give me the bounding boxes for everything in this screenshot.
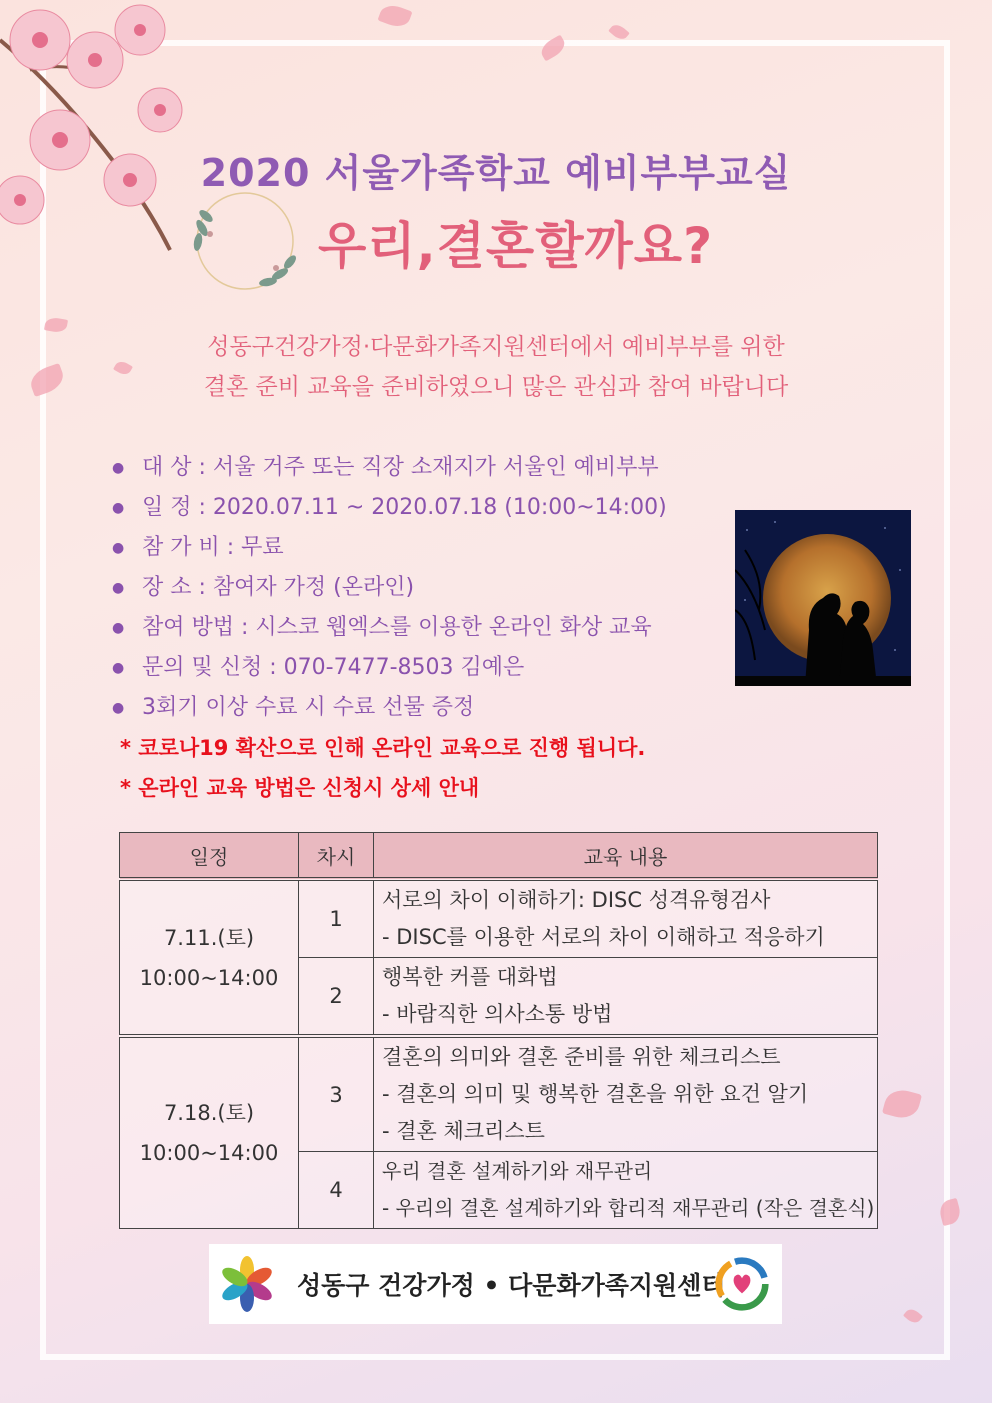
info-location: ●장 소 : 참여자 가정 (온라인): [112, 568, 752, 608]
main-headline: 우리,결혼할까요?: [318, 217, 714, 275]
info-method: ●참여 방법 : 시스코 웹엑스를 이용한 온라인 화상 교육: [112, 608, 752, 648]
cherry-blossom-decoration: [0, 0, 200, 260]
table-header-row: [120, 833, 878, 880]
info-contact: ●문의 및 신청 : 070-7477-8503 김예은: [112, 648, 752, 688]
column-header-content: 교육 내용: [374, 833, 878, 880]
intro-line-1: 성동구건강가정·다문화가족지원센터에서 예비부부를 위한: [207, 334, 785, 360]
column-header-session: 차시: [299, 833, 374, 880]
info-fee: ●참 가 비 : 무료: [112, 528, 752, 568]
event-info-list: [112, 448, 752, 808]
date-cell: 7.18.(토) 10:00~14:00: [120, 1036, 299, 1229]
session-content: 서로의 차이 이해하기: DISC 성격유형검사 - DISC를 이용한 서로의 차이 이해하고 적응하기: [374, 879, 878, 958]
footer-banner: [209, 1244, 782, 1324]
info-gift: ●3회기 이상 수료 시 수료 선물 증정: [112, 688, 752, 728]
table-row: [120, 1036, 878, 1152]
bullet-icon: [112, 608, 142, 648]
family-center-logo-icon: [714, 1256, 770, 1312]
date-cell: 7.11.(토) 10:00~14:00: [120, 879, 299, 1036]
pinwheel-logo-icon: [217, 1254, 277, 1314]
organization-name: 성동구 건강가정 • 다문화가족지원센터: [297, 1271, 726, 1300]
session-content: 우리 결혼 설계하기와 재무관리 - 우리의 결혼 설계하기와 합리적 재무관리 (작은 결혼식): [374, 1152, 878, 1229]
couple-moon-image: [735, 510, 911, 686]
bullet-icon: [112, 688, 142, 728]
info-schedule: ●일 정 : 2020.07.11 ~ 2020.07.18 (10:00~14:00): [112, 488, 752, 528]
session-number: 4: [299, 1152, 374, 1229]
schedule-table: [119, 832, 878, 1229]
session-content: 행복한 커플 대화법 - 바람직한 의사소통 방법: [374, 958, 878, 1037]
table-row: [120, 879, 878, 958]
bullet-icon: [112, 648, 142, 688]
petal: [377, 1, 412, 30]
bullet-icon: [112, 448, 142, 488]
online-method-notice: * 온라인 교육 방법은 신청시 상세 안내: [120, 776, 480, 800]
session-content: 결혼의 의미와 결혼 준비를 위한 체크리스트 - 결혼의 의미 및 행복한 결혼을 위한 요건 알기 - 결혼 체크리스트: [374, 1036, 878, 1152]
page-title: 2020 서울가족학교 예비부부교실: [200, 151, 792, 195]
session-number: 2: [299, 958, 374, 1037]
column-header-date: 일정: [120, 833, 299, 880]
intro-line-2: 결혼 준비 교육을 준비하였으니 많은 관심과 참여 바랍니다: [203, 374, 789, 400]
bullet-icon: [112, 488, 142, 528]
session-number: 1: [299, 879, 374, 958]
bullet-icon: [112, 528, 142, 568]
bullet-icon: [112, 568, 142, 608]
online-notice: * 코로나19 확산으로 인해 온라인 교육으로 진행 됩니다.: [120, 736, 646, 760]
leaf-wreath-icon: [180, 186, 310, 296]
info-target: ●대 상 : 서울 거주 또는 직장 소재지가 서울인 예비부부: [112, 448, 752, 488]
session-number: 3: [299, 1036, 374, 1152]
